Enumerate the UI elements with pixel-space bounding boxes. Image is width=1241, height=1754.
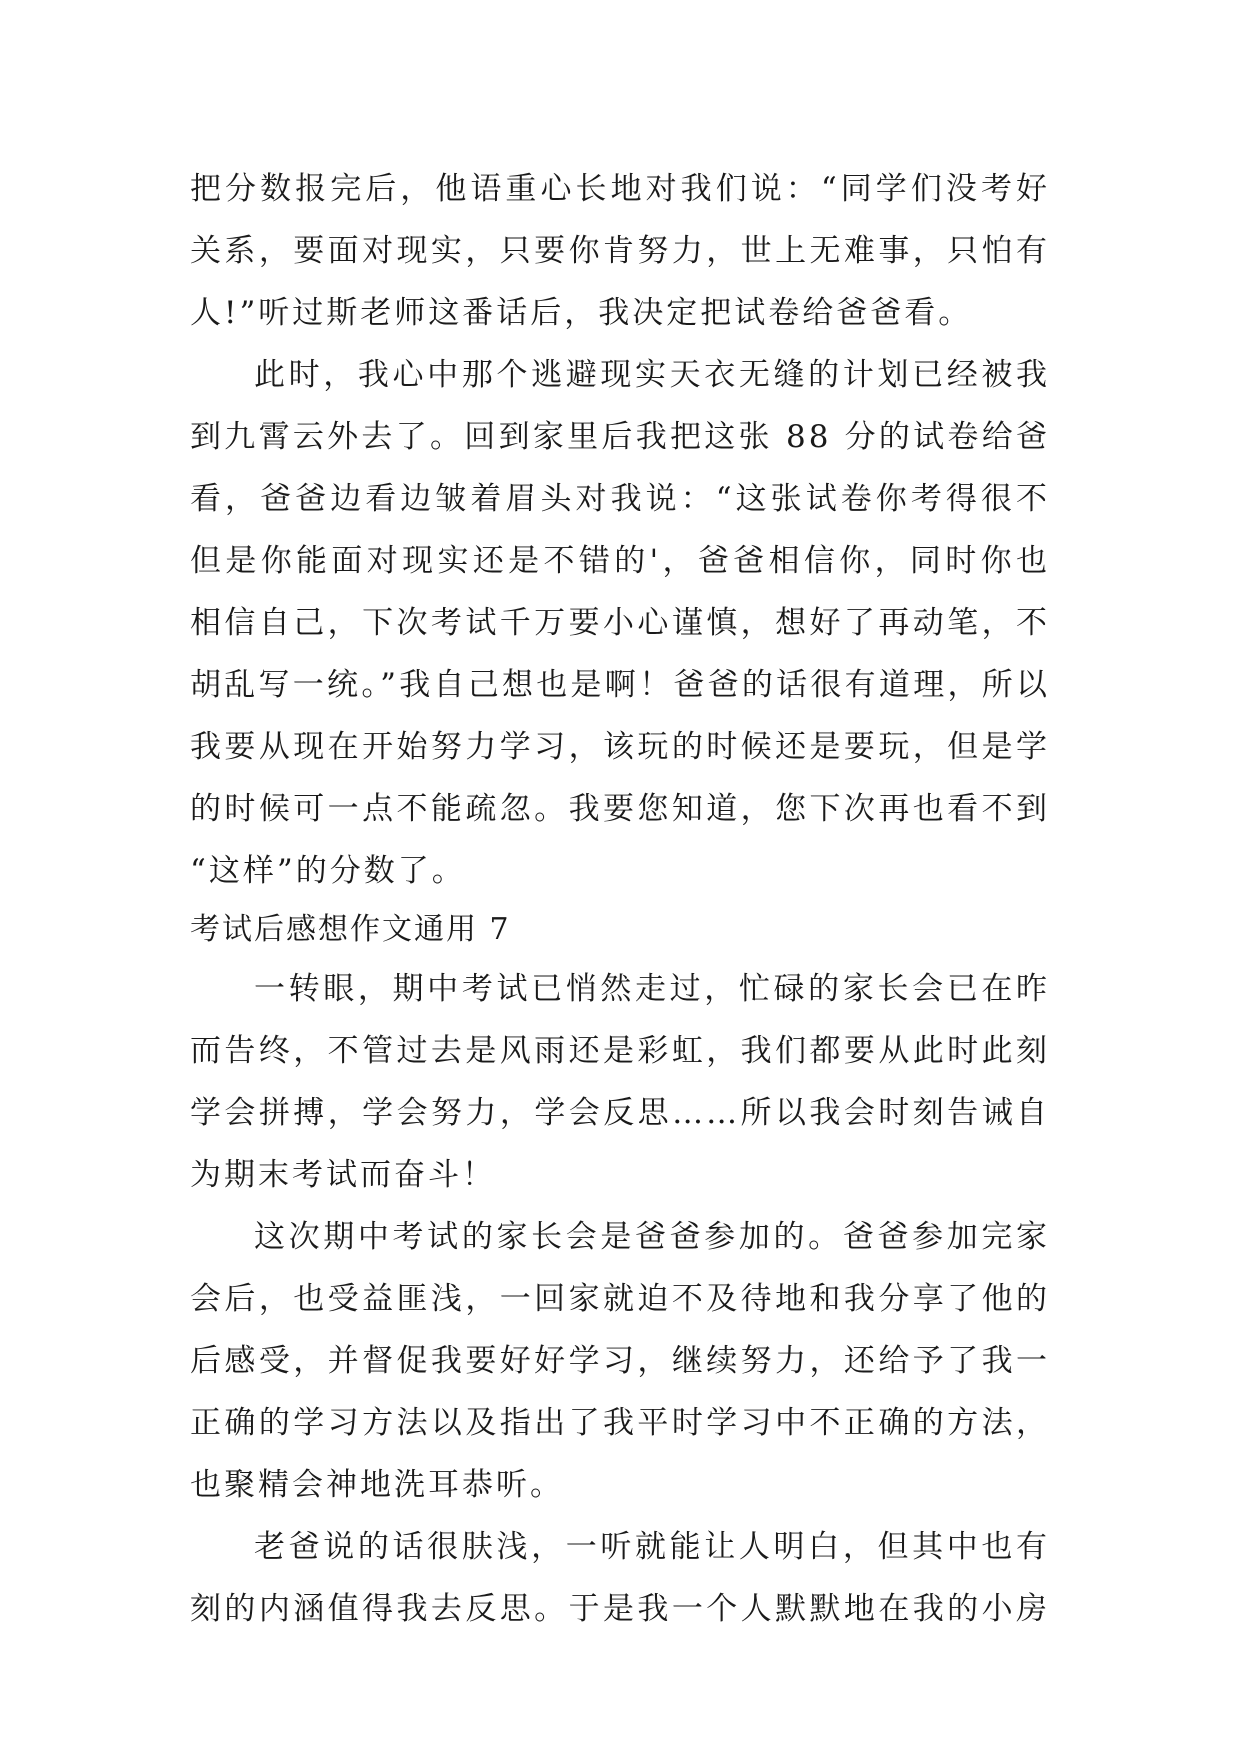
text-line: 到九霄云外去了。回到家里后我把这张 88 分的试卷给爸 — [190, 419, 1050, 455]
paragraph — [190, 1516, 1050, 1640]
section-title: 考试后感想作文通用 7 — [190, 912, 511, 947]
text-line: 刻的内涵值得我去反思。于是我一个人默默地在我的小房 — [190, 1591, 1050, 1627]
text-line: 正确的学习方法以及指出了我平时学习中不正确的方法， — [190, 1405, 1050, 1441]
text-line: 也聚精会神地洗耳恭听。 — [190, 1467, 564, 1503]
text-line: 把分数报完后，他语重心长地对我们说：“同学们没考好 — [190, 171, 1050, 207]
text-line: 人!”听过斯老师这番话后，我决定把试卷给爸爸看。 — [190, 295, 973, 331]
text-line: 后感受，并督促我要好好学习，继续努力，还给予了我一 — [190, 1343, 1050, 1379]
text-line: 而告终，不管过去是风雨还是彩虹，我们都要从此时此刻 — [190, 1033, 1050, 1069]
paragraph — [190, 958, 1050, 1206]
text-line: 此时，我心中那个逃避现实天衣无缝的计划已经被我 — [254, 357, 1050, 393]
text-line: 关系，要面对现实，只要你肯努力，世上无难事，只怕有 — [190, 233, 1050, 269]
text-line: 胡乱写一统。”我自己想也是啊！爸爸的话很有道理，所以 — [190, 667, 1050, 703]
document-body — [190, 158, 1050, 1640]
text-line: 这次期中考试的家长会是爸爸参加的。爸爸参加完家 — [254, 1219, 1050, 1255]
text-line: 看，爸爸边看边皱着眉头对我说：“这张试卷你考得很不 — [190, 481, 1050, 517]
text-line: 老爸说的话很肤浅，一听就能让人明白，但其中也有 — [254, 1529, 1050, 1565]
text-line: 我要从现在开始努力学习，该玩的时候还是要玩，但是学 — [190, 729, 1050, 765]
text-line: 一转眼，期中考试已悄然走过，忙碌的家长会已在昨 — [254, 971, 1050, 1007]
paragraph — [190, 158, 1050, 344]
text-line: 但是你能面对现实还是不错的'，爸爸相信你，同时你也 — [190, 543, 1050, 579]
text-line: 学会拼搏，学会努力，学会反思……所以我会时刻告诫自 — [190, 1095, 1050, 1131]
paragraph — [190, 344, 1050, 902]
text-line: 为期末考试而奋斗！ — [190, 1157, 496, 1193]
text-line: 会后，也受益匪浅，一回家就迫不及待地和我分享了他的 — [190, 1281, 1050, 1317]
paragraph — [190, 1206, 1050, 1516]
text-line: “这样”的分数了。 — [190, 853, 466, 889]
text-line: 相信自己，下次考试千万要小心谨慎，想好了再动笔，不 — [190, 605, 1050, 641]
text-line: 的时候可一点不能疏忽。我要您知道，您下次再也看不到 — [190, 791, 1050, 827]
